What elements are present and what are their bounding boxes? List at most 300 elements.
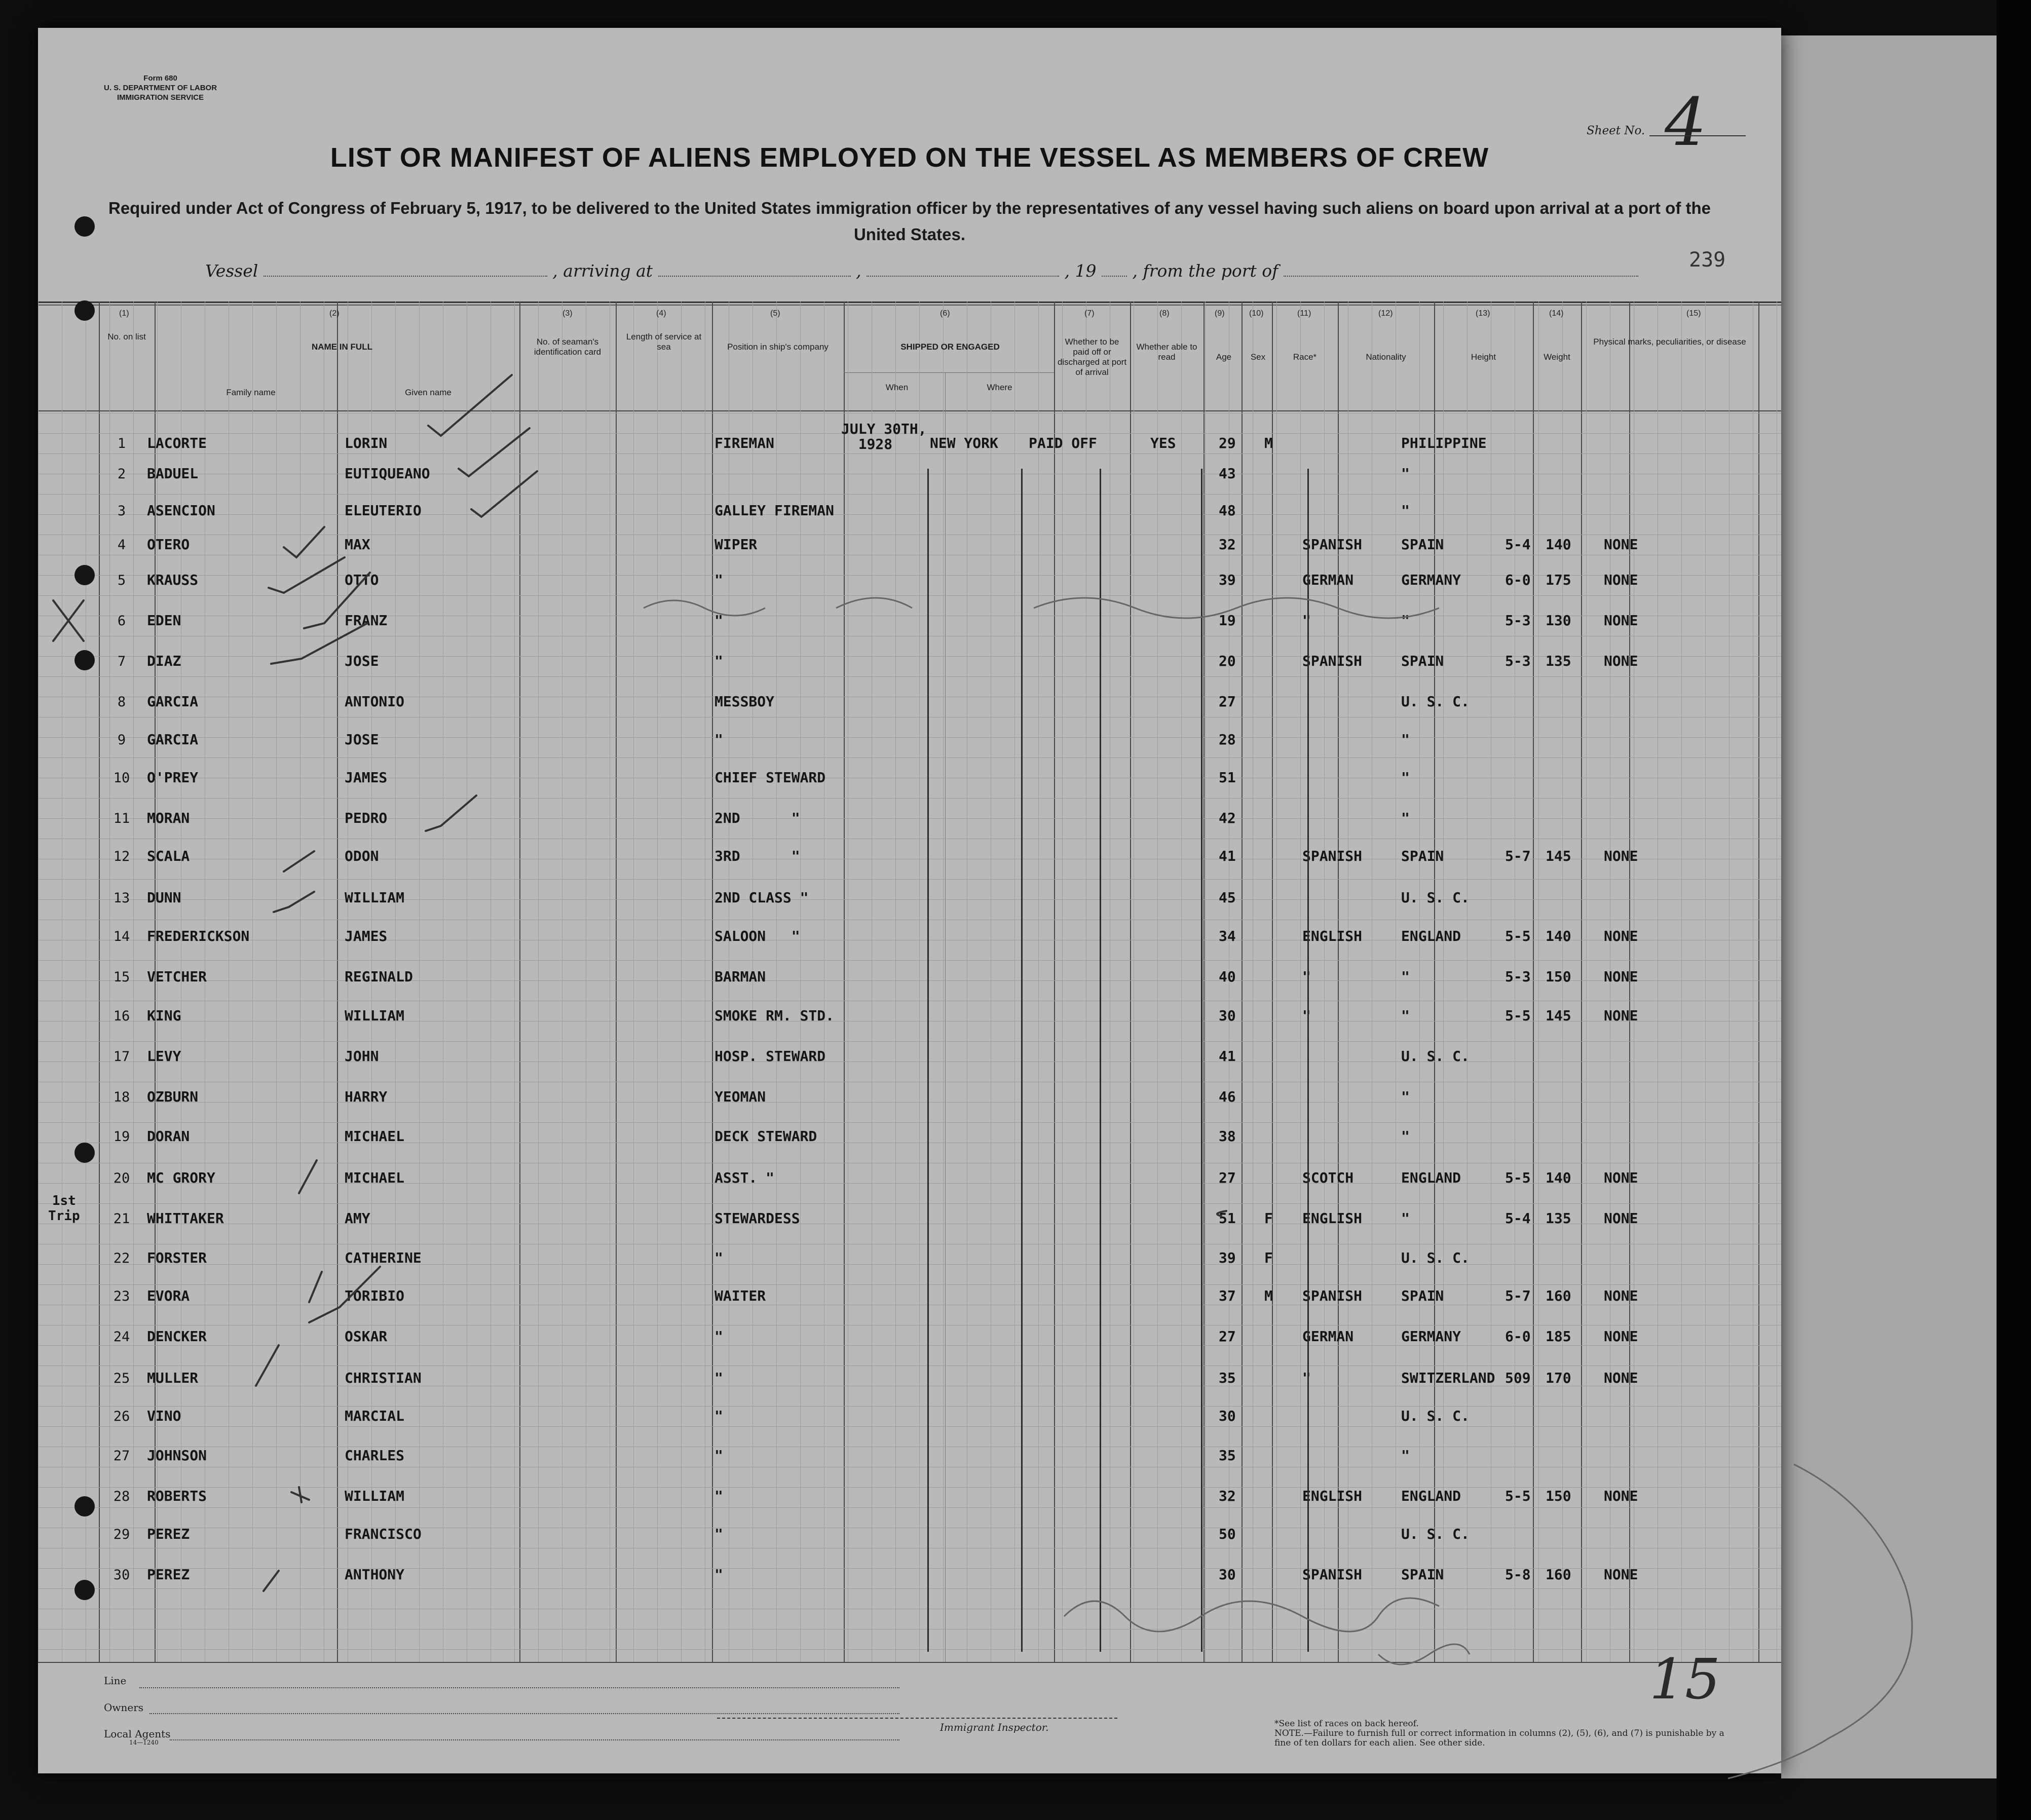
service-name: IMMIGRATION SERVICE <box>117 93 204 102</box>
row-number-cell: 24 <box>113 1329 130 1345</box>
age-cell: 30 <box>1219 1408 1236 1424</box>
ditto-line <box>1100 469 1101 1652</box>
position-cell: " <box>714 1566 723 1583</box>
physical-marks-cell: NONE <box>1604 1007 1638 1024</box>
form-identifier <box>104 73 217 102</box>
age-cell: 32 <box>1219 536 1236 553</box>
position-cell: FIREMAN <box>714 435 775 451</box>
age-cell: 30 <box>1219 1007 1236 1024</box>
family-name-cell: VETCHER <box>147 968 207 985</box>
row-number-cell: 29 <box>113 1527 130 1542</box>
row-number-cell: 1 <box>117 436 126 451</box>
grid-line <box>38 1588 1781 1589</box>
header-nationality: Nationality <box>1366 352 1406 362</box>
age-cell: 32 <box>1219 1488 1236 1504</box>
height-cell: 5-5 <box>1505 928 1531 944</box>
arriving-label: , arriving at <box>552 261 653 281</box>
header-sex: Sex <box>1250 352 1266 362</box>
nationality-cell: " <box>1401 1447 1410 1464</box>
age-cell: 35 <box>1219 1447 1236 1464</box>
grid-vline <box>1157 301 1158 1662</box>
position-cell: " <box>714 1249 723 1266</box>
age-cell: 45 <box>1219 889 1236 906</box>
age-cell: 20 <box>1219 653 1236 669</box>
row-number-cell: 7 <box>117 654 126 669</box>
race-cell: " <box>1302 612 1311 629</box>
nationality-cell: SPAIN <box>1401 653 1444 669</box>
column-divider <box>99 301 100 1662</box>
grid-line <box>38 494 1781 495</box>
race-cell: GERMAN <box>1302 572 1354 588</box>
department-name: U. S. DEPARTMENT OF LABOR <box>104 84 217 92</box>
nationality-cell: " <box>1401 769 1410 786</box>
position-cell: 2ND " <box>714 810 800 826</box>
row-number-cell: 19 <box>113 1129 130 1145</box>
table-top-rule <box>38 301 1781 303</box>
given-name-cell: ANTONIO <box>345 693 405 710</box>
position-cell: " <box>714 1526 723 1542</box>
grid-line <box>38 737 1781 738</box>
height-cell: 5-5 <box>1505 1007 1531 1024</box>
physical-marks-cell: NONE <box>1604 1328 1638 1345</box>
weight-cell: 185 <box>1546 1328 1571 1345</box>
header-family-name: Family name <box>226 388 276 397</box>
grid-line <box>38 1426 1781 1427</box>
age-cell: 38 <box>1219 1128 1236 1145</box>
position-cell: " <box>714 1447 723 1464</box>
age-cell: 19 <box>1219 612 1236 629</box>
grid-vline <box>38 301 39 1662</box>
header-shipped: SHIPPED OR ENGAGED <box>900 342 1000 352</box>
punch-hole <box>74 565 95 585</box>
statute-notice: Required under Act of Congress of February 5, 1917, to be delivered to the United States immigration officer by the representatives of any vessel having such aliens on board upon arrival at a port of the United States. <box>108 199 1711 244</box>
header-when: When <box>885 383 909 392</box>
family-name-cell: O'PREY <box>147 769 199 786</box>
physical-marks-cell: NONE <box>1604 1370 1638 1386</box>
weight-cell: 145 <box>1546 1007 1571 1024</box>
nationality-cell: SPAIN <box>1401 536 1444 553</box>
local-agents-field[interactable] <box>170 1739 899 1740</box>
grid-line <box>38 798 1781 799</box>
grid-line <box>38 1284 1781 1285</box>
header-position: Position in ship's company <box>727 342 829 352</box>
position-cell: WIPER <box>714 536 758 553</box>
year-label: , 19 <box>1064 261 1097 281</box>
row-number-cell: 26 <box>113 1409 130 1424</box>
sex-cell: F <box>1264 1210 1273 1227</box>
nationality-cell: U. S. C. <box>1401 1048 1470 1065</box>
column-divider <box>1581 301 1582 1662</box>
position-cell: " <box>714 731 723 748</box>
column-divider <box>1758 301 1759 1662</box>
position-cell: SMOKE RM. STD. <box>714 1007 835 1024</box>
grid-vline <box>681 301 682 1662</box>
table-bottom-rule <box>38 1662 1781 1663</box>
physical-marks-cell: NONE <box>1604 1488 1638 1504</box>
nationality-cell: " <box>1401 810 1410 826</box>
grid-vline <box>895 301 896 1662</box>
given-name-cell: PEDRO <box>345 810 388 826</box>
ditto-line <box>1021 469 1023 1652</box>
height-cell: 5-4 <box>1505 1210 1531 1227</box>
physical-marks-cell: NONE <box>1604 1169 1638 1186</box>
weight-cell: 160 <box>1546 1566 1571 1583</box>
year-field[interactable] <box>1102 263 1127 277</box>
weight-cell: 160 <box>1546 1287 1571 1304</box>
column-divider <box>519 301 520 1662</box>
column-number: (1) <box>119 309 129 318</box>
nationality-cell: GERMANY <box>1401 572 1461 588</box>
shipped-subheader-rule <box>844 372 1054 373</box>
grid-line <box>38 1041 1781 1042</box>
row-number-cell: 5 <box>117 573 126 588</box>
footer-local-agents-label: Local Agents <box>104 1728 171 1740</box>
punch-hole <box>74 1496 95 1516</box>
age-cell: 40 <box>1219 968 1236 985</box>
family-name-cell: KING <box>147 1007 181 1024</box>
grid-vline <box>1014 301 1015 1662</box>
race-cell: " <box>1302 1007 1311 1024</box>
races-note: *See list of races on back hereof. <box>1274 1719 1419 1729</box>
age-cell: 41 <box>1219 1048 1236 1065</box>
row-number-cell: 4 <box>117 537 126 553</box>
nationality-cell: U. S. C. <box>1401 1249 1470 1266</box>
given-name-cell: REGINALD <box>345 968 413 985</box>
row-number-cell: 23 <box>113 1288 130 1304</box>
column-divider <box>1272 301 1273 1662</box>
column-divider <box>1242 301 1243 1662</box>
grid-line <box>38 595 1781 596</box>
given-name-cell: MICHAEL <box>345 1169 405 1186</box>
given-name-cell: EUTIQUEANO <box>345 465 430 482</box>
column-number: (4) <box>656 309 666 318</box>
grid-line <box>38 899 1781 900</box>
position-cell: 2ND CLASS " <box>714 889 809 906</box>
shipped-where-cell: NEW YORK <box>930 435 998 451</box>
grid-vline <box>252 301 253 1662</box>
physical-marks-cell: NONE <box>1604 928 1638 944</box>
weight-cell: 140 <box>1546 1169 1571 1186</box>
punch-hole <box>74 1580 95 1600</box>
weight-cell: 140 <box>1546 536 1571 553</box>
race-cell: GERMAN <box>1302 1328 1354 1345</box>
height-cell: 5-8 <box>1505 1566 1531 1583</box>
row-number-cell: 30 <box>113 1567 130 1583</box>
sheet-label: Sheet No. <box>1587 124 1645 137</box>
position-cell: HOSP. STEWARD <box>714 1048 826 1065</box>
family-name-cell: FORSTER <box>147 1249 207 1266</box>
nationality-cell: U. S. C. <box>1401 1408 1470 1424</box>
age-cell: 37 <box>1219 1287 1236 1304</box>
height-cell: 6-0 <box>1505 1328 1531 1345</box>
given-name-cell: WILLIAM <box>345 1488 405 1504</box>
race-cell: SPANISH <box>1302 848 1363 864</box>
nationality-cell: " <box>1401 612 1410 629</box>
height-cell: 5-4 <box>1505 536 1531 553</box>
given-name-cell: CHRISTIAN <box>345 1370 422 1386</box>
column-divider <box>1434 301 1435 1662</box>
height-cell: 509 <box>1505 1370 1531 1386</box>
given-name-cell: JOHN <box>345 1048 379 1065</box>
family-name-cell: OTERO <box>147 536 190 553</box>
physical-marks-cell: NONE <box>1604 1566 1638 1583</box>
column-divider <box>712 301 713 1662</box>
grid-line <box>38 1061 1781 1062</box>
row-number-cell: 11 <box>113 811 130 826</box>
race-cell: " <box>1302 1370 1311 1386</box>
grid-vline <box>1681 301 1682 1662</box>
punch-hole <box>74 1143 95 1163</box>
grid-vline <box>943 301 944 1662</box>
sex-cell: F <box>1264 1249 1273 1266</box>
header-bottom-rule <box>38 410 1781 411</box>
row-number-cell: 22 <box>113 1250 130 1266</box>
header-race: Race* <box>1293 352 1317 362</box>
given-name-cell: JAMES <box>345 769 388 786</box>
grid-vline <box>1300 301 1301 1662</box>
handwritten-count: 15 <box>1649 1647 1720 1712</box>
position-cell: GALLEY FIREMAN <box>714 502 835 519</box>
column-number: (13) <box>1476 309 1490 318</box>
position-cell: " <box>714 653 723 669</box>
position-cell: 3RD " <box>714 848 800 864</box>
row-number-cell: 16 <box>113 1008 130 1024</box>
grid-vline <box>1586 301 1587 1662</box>
height-cell: 5-3 <box>1505 612 1531 629</box>
grid-vline <box>633 301 634 1662</box>
crew-manifest-table <box>38 301 1781 1664</box>
given-name-cell: LORIN <box>345 435 388 451</box>
age-cell: 43 <box>1219 465 1236 482</box>
header-weight: Weight <box>1544 352 1570 362</box>
physical-marks-cell: NONE <box>1604 848 1638 864</box>
grid-line <box>38 1507 1781 1508</box>
height-cell: 5-3 <box>1505 968 1531 985</box>
nationality-cell: " <box>1401 1128 1410 1145</box>
nationality-cell: SPAIN <box>1401 1566 1444 1583</box>
age-cell: 46 <box>1219 1088 1236 1105</box>
column-number: (12) <box>1378 309 1393 318</box>
grid-line <box>38 1203 1781 1204</box>
weight-cell: 170 <box>1546 1370 1571 1386</box>
family-name-cell: KRAUSS <box>147 572 199 588</box>
grid-vline <box>919 301 920 1662</box>
family-name-cell: EDEN <box>147 612 181 629</box>
family-name-cell: DENCKER <box>147 1328 207 1345</box>
age-cell: 28 <box>1219 731 1236 748</box>
family-name-cell: MORAN <box>147 810 190 826</box>
arrival-port-field[interactable] <box>658 263 851 277</box>
family-name-cell: PEREZ <box>147 1526 190 1542</box>
grid-vline <box>514 301 515 1662</box>
grid-vline <box>538 301 539 1662</box>
column-number: (6) <box>940 309 950 318</box>
family-name-cell: DIAZ <box>147 653 181 669</box>
race-cell: SCOTCH <box>1302 1169 1354 1186</box>
ditto-line <box>1307 469 1309 1652</box>
from-port-field[interactable] <box>1284 263 1638 277</box>
age-cell: 30 <box>1219 1566 1236 1583</box>
given-name-cell: AMY <box>345 1210 370 1227</box>
sex-cell: M <box>1264 1287 1273 1304</box>
position-cell: MESSBOY <box>714 693 775 710</box>
grid-line <box>38 1406 1781 1407</box>
nationality-cell: ENGLAND <box>1401 1488 1461 1504</box>
printer-code: 14—1240 <box>129 1739 159 1746</box>
age-cell: 42 <box>1219 810 1236 826</box>
weight-cell: 175 <box>1546 572 1571 588</box>
position-cell: " <box>714 612 723 629</box>
nationality-cell: " <box>1401 465 1410 482</box>
row-number-cell: 18 <box>113 1089 130 1105</box>
footer-line-label: Line <box>104 1675 127 1687</box>
nationality-cell: " <box>1401 1088 1410 1105</box>
position-cell: ASST. " <box>714 1169 775 1186</box>
position-cell: YEOMAN <box>714 1088 766 1105</box>
row-number-cell: 13 <box>113 890 130 906</box>
sheet-number: 4 <box>1665 84 1707 161</box>
arrival-date-field[interactable] <box>867 263 1059 277</box>
given-name-cell: MARCIAL <box>345 1408 405 1424</box>
row-number-cell: 28 <box>113 1489 130 1504</box>
row-number-cell: 6 <box>117 613 126 629</box>
given-name-cell: OSKAR <box>345 1328 388 1345</box>
family-name-cell: MC GRORY <box>147 1169 215 1186</box>
race-cell: SPANISH <box>1302 536 1363 553</box>
header-name-in-full: NAME IN FULL <box>312 342 372 352</box>
given-name-cell: ANTHONY <box>345 1566 405 1583</box>
grid-line <box>38 1102 1781 1103</box>
column-divider <box>337 301 338 1662</box>
column-divider <box>1130 301 1131 1662</box>
age-cell: 41 <box>1219 848 1236 864</box>
grid-line <box>38 757 1781 758</box>
owners-field[interactable] <box>149 1713 899 1714</box>
shipped-when-cell: JULY 30TH, 1928 <box>841 421 927 452</box>
header-length-service: Length of service at sea <box>626 332 702 352</box>
family-name-cell: BADUEL <box>147 465 199 482</box>
header-able-read: Whether able to read <box>1136 342 1197 362</box>
grid-line <box>38 514 1781 515</box>
given-name-cell: FRANCISCO <box>345 1526 422 1542</box>
position-cell: " <box>714 1488 723 1504</box>
scan-edge <box>1997 0 2031 1820</box>
race-cell: ENGLISH <box>1302 928 1363 944</box>
family-name-cell: SCALA <box>147 848 190 864</box>
position-cell: " <box>714 1370 723 1386</box>
nationality-cell: " <box>1401 502 1410 519</box>
column-number: (3) <box>562 309 573 318</box>
family-name-cell: LACORTE <box>147 435 207 451</box>
family-name-cell: MULLER <box>147 1370 199 1386</box>
age-cell: 27 <box>1219 1169 1236 1186</box>
given-name-cell: WILLIAM <box>345 889 405 906</box>
age-cell: 34 <box>1219 928 1236 944</box>
given-name-cell: CATHERINE <box>345 1249 422 1266</box>
grid-line <box>38 960 1781 961</box>
sex-cell: M <box>1264 435 1273 451</box>
weight-cell: 145 <box>1546 848 1571 864</box>
row-number-cell: 10 <box>113 770 130 786</box>
height-cell: 6-0 <box>1505 572 1531 588</box>
grid-line <box>38 1649 1781 1650</box>
grid-vline <box>1443 301 1444 1662</box>
nationality-cell: ENGLAND <box>1401 1169 1461 1186</box>
given-name-cell: JAMES <box>345 928 388 944</box>
row-number-cell: 3 <box>117 503 126 519</box>
race-cell: SPANISH <box>1302 1287 1363 1304</box>
nationality-cell: " <box>1401 968 1410 985</box>
column-divider <box>1533 301 1534 1662</box>
row-number-cell: 2 <box>117 466 126 482</box>
position-cell: SALOON " <box>714 928 800 944</box>
column-number: (9) <box>1215 309 1225 318</box>
column-number: (8) <box>1159 309 1170 318</box>
nationality-cell: SPAIN <box>1401 1287 1444 1304</box>
header-paid-off: Whether to be paid off or discharged at port of arrival <box>1057 337 1127 377</box>
age-cell: 51 <box>1219 769 1236 786</box>
vessel-field[interactable] <box>264 263 547 277</box>
weight-cell: 140 <box>1546 928 1571 944</box>
family-name-cell: DORAN <box>147 1128 190 1145</box>
header-no-on-list: No. on list <box>107 332 146 342</box>
position-cell: WAITER <box>714 1287 766 1304</box>
given-name-cell: JOSE <box>345 731 379 748</box>
line-field[interactable] <box>139 1687 899 1688</box>
age-cell: 27 <box>1219 693 1236 710</box>
row-number-cell: 15 <box>113 969 130 985</box>
nationality-cell: " <box>1401 731 1410 748</box>
ditto-line <box>1201 469 1202 1652</box>
given-name-cell: CHARLES <box>345 1447 405 1464</box>
family-name-cell: WHITTAKER <box>147 1210 224 1227</box>
grid-line <box>38 1345 1781 1346</box>
backing-sheet <box>1781 35 2009 1778</box>
nationality-cell: U. S. C. <box>1401 889 1470 906</box>
grid-line <box>38 818 1781 819</box>
physical-marks-cell: NONE <box>1604 968 1638 985</box>
position-cell: DECK STEWARD <box>714 1128 817 1145</box>
position-cell: BARMAN <box>714 968 766 985</box>
nationality-cell: PHILIPPINE <box>1401 435 1487 451</box>
punch-hole <box>74 216 95 237</box>
column-divider <box>1203 301 1205 1662</box>
grid-vline <box>276 301 277 1662</box>
column-divider <box>1054 301 1055 1662</box>
footer-owners-label: Owners <box>104 1701 144 1714</box>
given-name-cell: TORIBIO <box>345 1287 405 1304</box>
row-number-cell: 14 <box>113 929 130 944</box>
paid-off-cell: PAID OFF <box>1029 435 1097 451</box>
age-cell: 39 <box>1219 1249 1236 1266</box>
inspector-label: Immigrant Inspector. <box>940 1721 1049 1733</box>
column-divider <box>1338 301 1339 1662</box>
grid-line <box>38 879 1781 880</box>
height-cell: 5-5 <box>1505 1169 1531 1186</box>
grid-line <box>38 1122 1781 1123</box>
physical-marks-cell: NONE <box>1604 572 1638 588</box>
physical-marks-cell: NONE <box>1604 1210 1638 1227</box>
race-cell: SPANISH <box>1302 653 1363 669</box>
penalty-note: NOTE.—Failure to furnish full or correct information in columns (2), (5), (6), and (7) is punishable by a fine of ten dollars for each alien. See other side. <box>1274 1728 1724 1748</box>
header-physical: Physical marks, peculiarities, or disease <box>1593 337 1746 347</box>
age-cell: 50 <box>1219 1526 1236 1542</box>
position-cell: STEWARDESS <box>714 1210 800 1227</box>
height-cell: 5-5 <box>1505 1488 1531 1504</box>
grid-vline <box>1276 301 1277 1662</box>
family-name-cell: ROBERTS <box>147 1488 207 1504</box>
footer-notes <box>1274 1719 1741 1748</box>
